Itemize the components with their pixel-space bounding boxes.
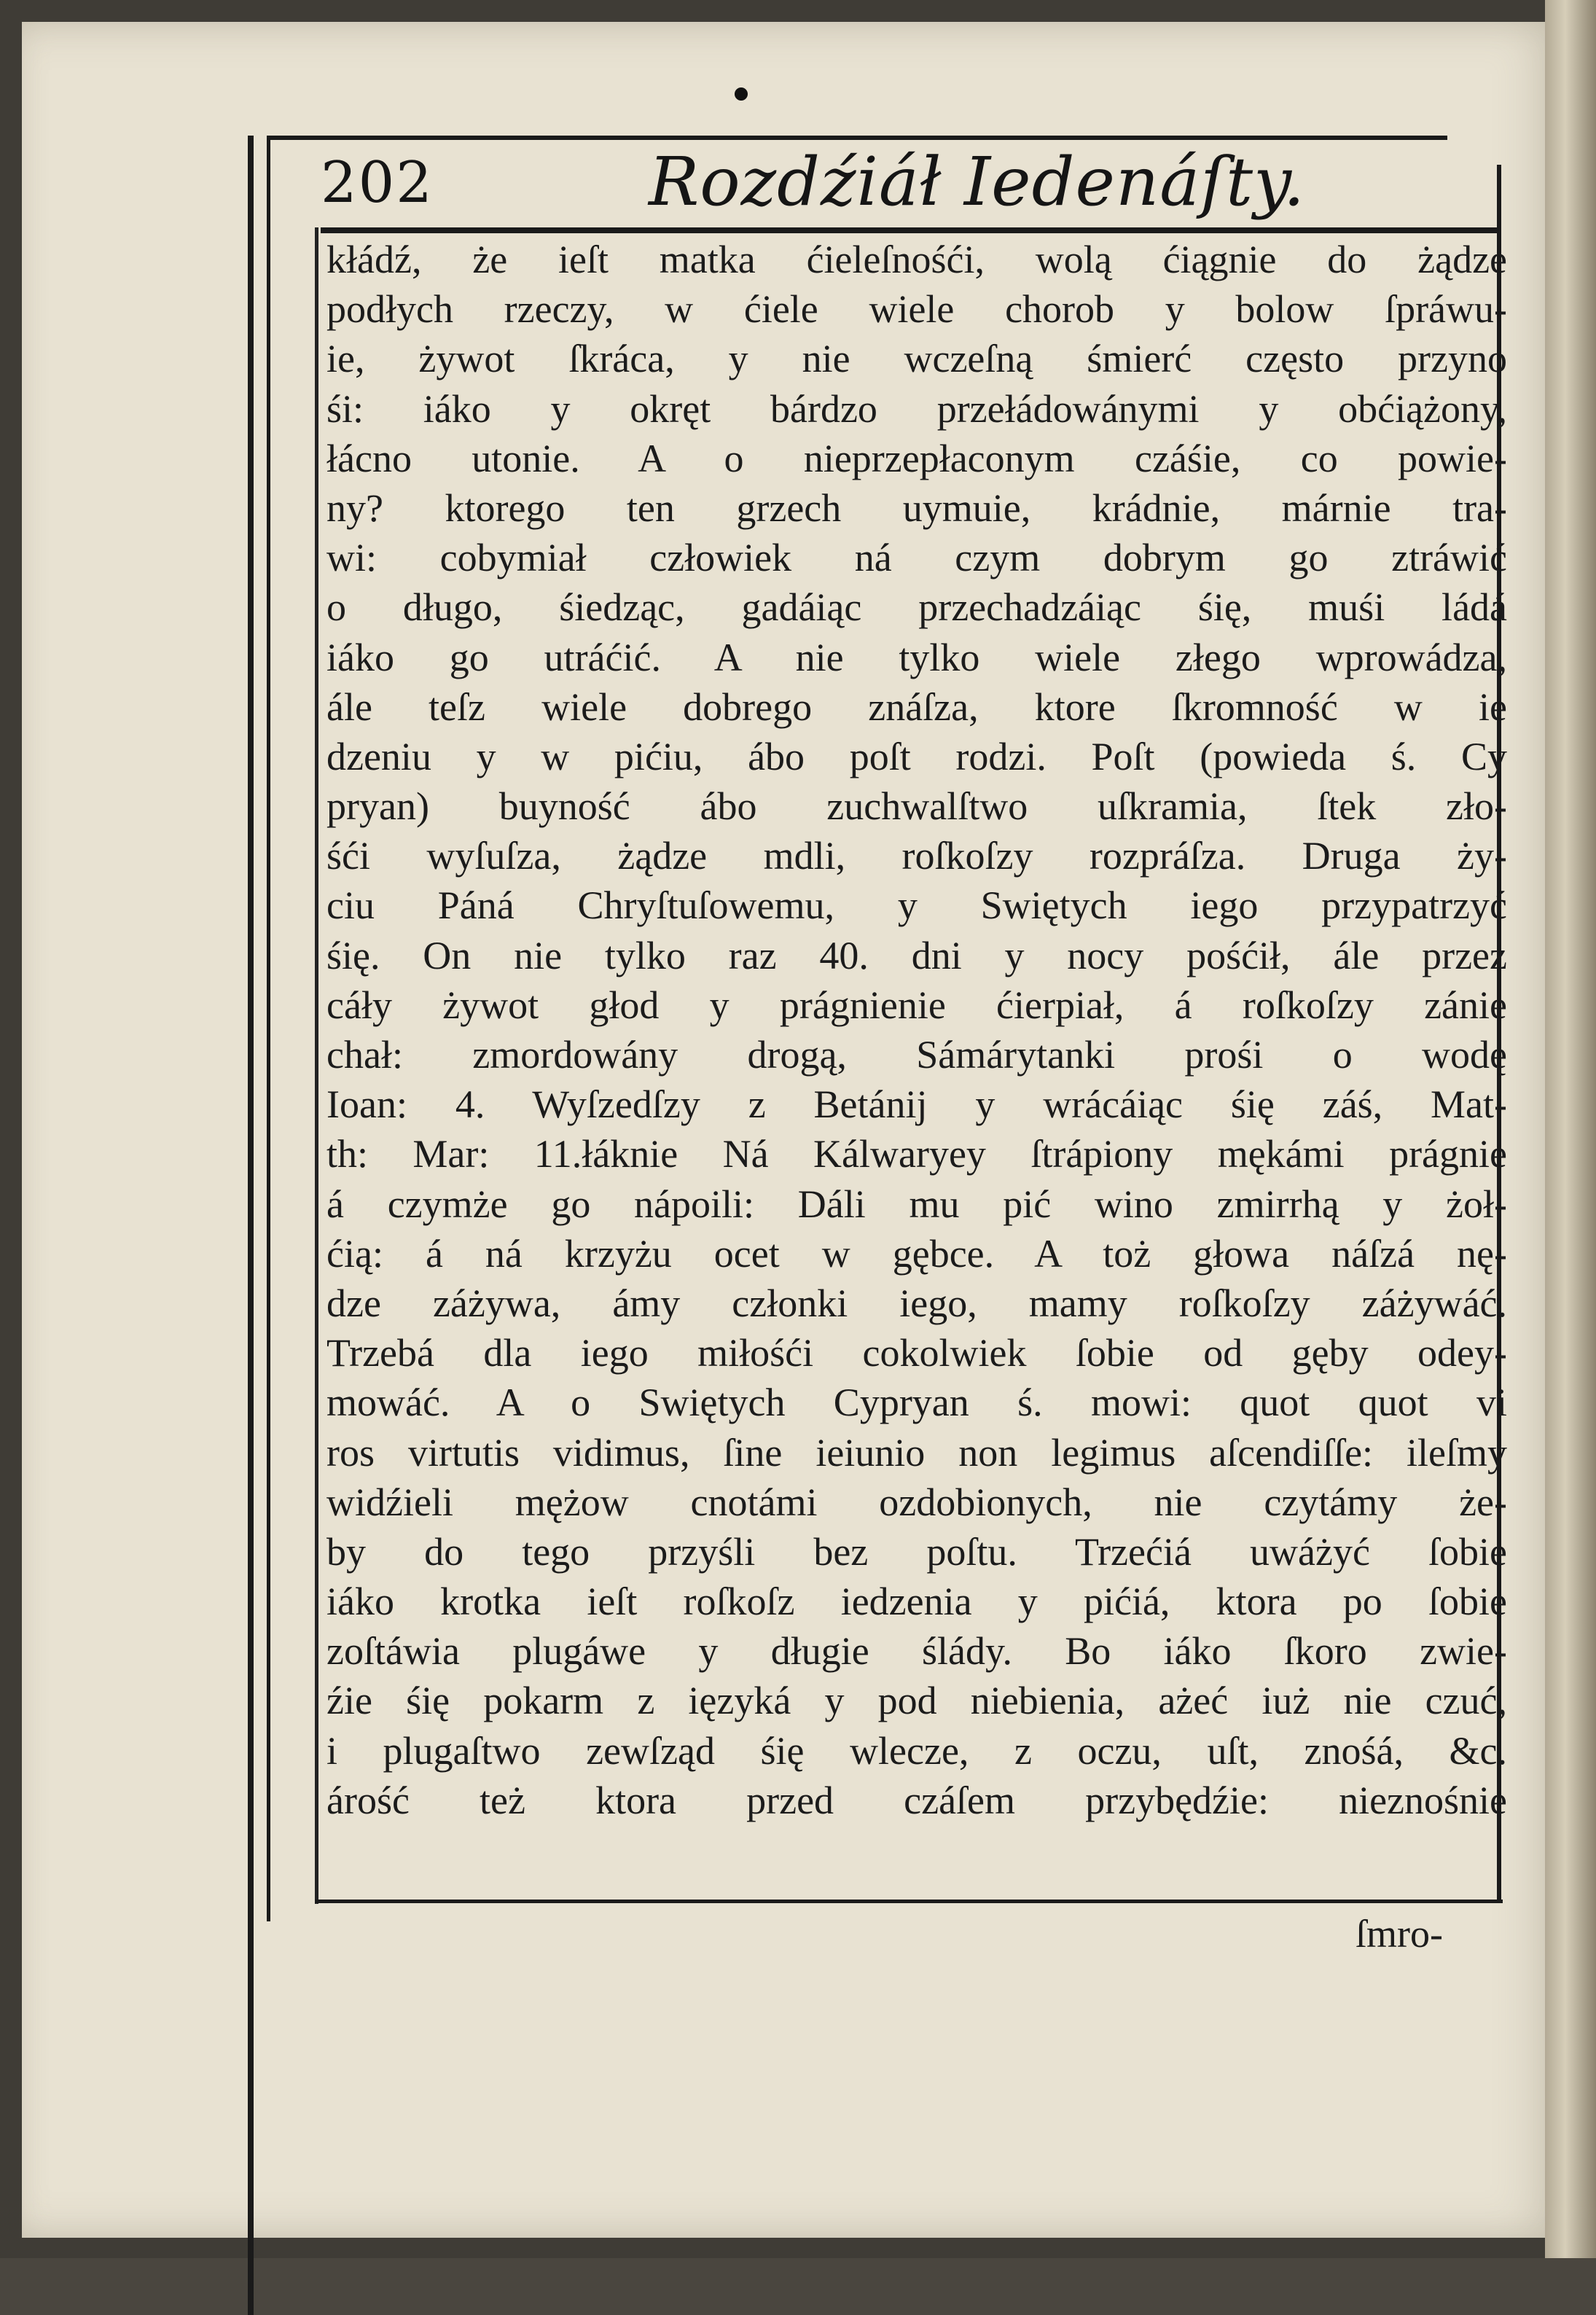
- text-line: cáły żywot głod y prágnienie ćierpiał, á roſkoſzy zánie: [326, 983, 1507, 1027]
- text-line: śi: iáko y okręt bárdzo przełádowánymi y obćiążony,: [326, 386, 1507, 431]
- text-line: wi: cobymiał człowiek ná czym dobrym go ztráwić: [326, 536, 1507, 580]
- book-spine: [1545, 0, 1596, 2258]
- text-line: á czymże go nápoili: Dáli mu pić wino zmirrhą y żoł-: [326, 1182, 1507, 1226]
- text-line: łácno utonie. A o nieprzepłaconym czáśie, co powie-: [326, 436, 1507, 480]
- running-head: [321, 143, 1458, 223]
- text-line: ie, żywot ſkráca, y nie wczeſną śmierć często przyno: [326, 337, 1507, 381]
- ink-dot: [735, 87, 748, 101]
- text-line: Ioan: 4. Wyſzedſzy z Betánij y wrácáiąc śię záś, Mat-: [326, 1082, 1507, 1127]
- header-rule: [321, 227, 1501, 233]
- text-line: dze záżywa, ámy członki iego, mamy roſkoſzy záżywáć.: [326, 1281, 1507, 1325]
- page-number: 202: [321, 150, 434, 216]
- text-line: śię. On nie tylko raz 40. dni y nocy pośćił, ále przez: [326, 933, 1507, 977]
- text-line: i plugaſtwo zewſząd śię wlecze, z oczu, uſt, znośá, &c.: [326, 1728, 1507, 1773]
- text-line: iáko krotka ieſt roſkoſz iedzenia y pićiá, ktora po ſobie: [326, 1580, 1507, 1624]
- text-line: pryan) buyność ábo zuchwalſtwo uſkramia, ſtek zło-: [326, 784, 1507, 829]
- frame-rule-bottom: [315, 1900, 1503, 1903]
- text-rule-left: [315, 227, 318, 1904]
- text-line: ros virtutis vidimus, ſine ieiunio non legimus aſcendiſſe: ileſmy: [326, 1430, 1507, 1475]
- text-line: th: Mar: 11.łáknie Ná Kálwaryey ſtrápiony mękámi prágnie: [326, 1132, 1507, 1176]
- text-line: widźieli mężow cnotámi ozdobionych, nie czytámy że-: [326, 1480, 1507, 1524]
- text-line: chał: zmordowány drogą, Sámárytanki prośi o wodę: [326, 1033, 1507, 1077]
- text-line: zoſtáwia plugáwe y długie ślády. Bo iáko ſkoro zwie-: [326, 1629, 1507, 1674]
- text-line: podłych rzeczy, w ćiele wiele chorob y bolow ſpráwu-: [326, 287, 1507, 332]
- text-line: śći wyſuſza, żądze mdli, roſkoſzy rozpráſza. Druga ży-: [326, 834, 1507, 878]
- text-line: Trzebá dla iego miłośći cokolwiek ſobie od gęby odey-: [326, 1331, 1507, 1375]
- frame-rule-left-outer: [248, 136, 254, 2315]
- text-line: o długo, śiedząc, gadáiąc przechadzáiąc śię, muśi ládá: [326, 585, 1507, 630]
- text-line: iáko go utráćić. A nie tylko wiele złego wprowádza,: [326, 635, 1507, 679]
- text-line: źie śię pokarm z ięzyká y pod niebienia, ażeć iuż nie czuć,: [326, 1679, 1507, 1723]
- body-text: [326, 235, 1507, 1825]
- text-line: mowáć. A o Swiętych Cypryan ś. mowi: quot quot vi: [326, 1381, 1507, 1425]
- text-line: dzeniu y w pićiu, ábo poſt rodzi. Poſt (powieda ś. Cy: [326, 734, 1507, 778]
- text-line: árość też ktora przed czáſem przybędźie: nieznośnie: [326, 1778, 1507, 1822]
- text-line: by do tego przyśli bez poſtu. Trzećiá uwáżyć ſobie: [326, 1529, 1507, 1574]
- text-line: ciu Páná Chryſtuſowemu, y Swiętych iego przypatrzyć: [326, 883, 1507, 928]
- chapter-title: Rozdźiáł Iedenáſty.: [649, 143, 1306, 221]
- text-line: kłádź, że ieſt matka ćieleſnośći, wolą ćiągnie do żądze: [326, 238, 1507, 281]
- text-line: ále teſz wiele dobrego znáſza, ktore ſkromność w ie: [326, 684, 1507, 729]
- frame-rule-top: [267, 136, 1447, 140]
- text-line: ny? ktorego ten grzech uymuie, krádnie, márnie tra-: [326, 485, 1507, 530]
- frame-rule-left-inner: [267, 136, 270, 1921]
- text-line: ćią: á ná krzyżu ocet w gębce. A toż głowa náſzá nę-: [326, 1231, 1507, 1276]
- catchword: ſmro-: [1356, 1912, 1443, 1956]
